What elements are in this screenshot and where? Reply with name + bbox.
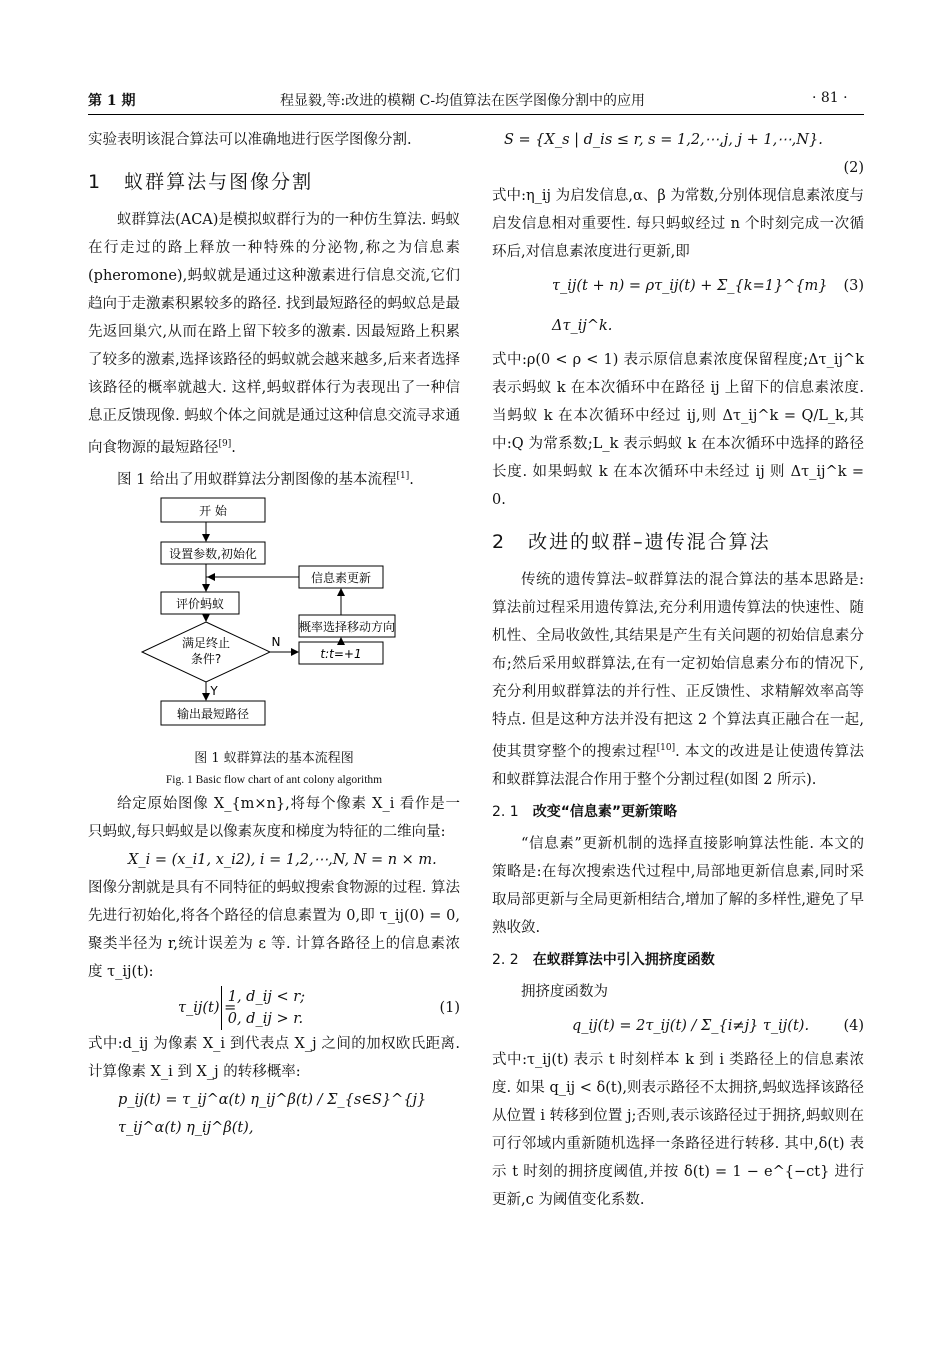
equation-text: X_i = (x_i1, x_i2), i = 1,2,⋯,N, N = n × m. (128, 851, 437, 868)
paragraph-end: . 本文的改进是让使遗传算法和蚁群算法混合作用于整个分割过程(如图 2 所示). (492, 743, 865, 788)
equation-number: (1) (439, 999, 460, 1016)
subsection-number: 2. 1 (492, 803, 519, 820)
section-2-heading (492, 528, 864, 556)
flow-yes-label: Y (210, 683, 218, 698)
subsection-2-2-heading (492, 946, 864, 974)
header-page-number: · 81 · (812, 90, 848, 106)
flow-decision-label-1: 满足终止 (181, 635, 231, 650)
equation-number: (3) (843, 278, 864, 294)
paragraph-end: . (409, 471, 414, 488)
subsection-title: 改变“信息素”更新策略 (532, 803, 678, 820)
paragraph-text: 图 1 给出了用蚁群算法分割图像的基本流程 (117, 471, 397, 488)
equation-p (88, 1086, 460, 1142)
paragraph: 给定原始图像 X_{m×n},将每个像素 X_i 看作是一只蚂蚁,每只蚂蚁是以像素灰度和梯度为特征的二维向量: (88, 795, 460, 840)
intro-text: 实验表明该混合算法可以准确地进行医学图像分割. (88, 132, 412, 148)
equation-text: q_ij(t) = 2τ_ij(t) / Σ_{i≠j} τ_ij(t). (572, 1017, 810, 1034)
left-column (88, 126, 460, 1142)
flow-start-label: 开 始 (199, 503, 227, 518)
paragraph-text: 蚁群算法(ACA)是模拟蚁群行为的一种仿生算法. 蚂蚁在行走过的路上释放一种特殊的分泌物,称之为信息素(pheromone),蚂蚁就是通过这种激素进行信息交流,它们趋向于走激素积累较多的路径. 找到最短路径的蚂蚁总是最先返回巢穴,从而在路上留下较多的激素. 因最短路上积累了较多的激素,选择该路径的蚂蚁就会越来越多,后来者选择该路径的概率就越大. 这样,蚂蚁群体行为表现出了一种信息正反馈现像. 蚂蚁个体之间就是通过这种信息交流寻求通向食物源的最短路径 (88, 212, 460, 456)
header-rule (88, 114, 864, 115)
subsection-number: 2. 2 (492, 951, 519, 968)
paragraph: 式中:d_ij 为像素 X_i 到代表点 X_j 之间的加权欧氏距离. 计算像素 X_i 到 X_j 的转移概率: (88, 1035, 460, 1080)
subsection-2-1-heading (492, 798, 864, 826)
equation-number: (4) (843, 1017, 864, 1034)
equation-lhs: τ_ij(t) = (178, 999, 237, 1016)
equation-case: 1, d_ij < r; (227, 988, 306, 1005)
figure-caption-en: Fig. 1 Basic flow chart of ant colony algorithm (165, 773, 383, 786)
equation-x (88, 846, 460, 874)
section-1-heading (88, 168, 460, 196)
section-title: 改进的蚁群–遗传混合算法 (528, 531, 771, 553)
right-column (492, 126, 864, 1214)
flow-evaluate-label: 评价蚂蚁 (175, 596, 225, 611)
paragraph (88, 206, 460, 462)
equation-cases (221, 986, 305, 1030)
paragraph: 式中:η_ij 为启发信息,α、β 为常数,分别体现信息素浓度与启发信息相对重要性. 每只蚂蚁经过 n 个时刻完成一次循环后,对信息素浓度进行更新,即 (492, 188, 864, 260)
equation-4 (492, 1006, 864, 1046)
paragraph: 式中:ρ(0 < ρ < 1) 表示原信息素浓度保留程度;Δτ_ij^k 表示蚂蚁 k 在本次循环中在路径 ij 上留下的信息素浓度. 当蚂蚁 k 在本次循环中经过 ij,则 Δτ_ij^k = Q/L_k,其中:Q 为常系数;L_k 表示蚂蚁 k 在本次循环中选择的路径长度. 如果蚂蚁 k 在本次循环中未经过 ij 则 Δτ_ij^k = 0. (492, 352, 864, 508)
equation-text: S = {X_s | d_is ≤ r, s = 1,2,⋯,j, j + 1,⋯,N}. (504, 132, 823, 148)
equation-text: τ_ij(t + n) = ρτ_ij(t) + Σ_{k=1}^{m} Δτ_ij^k. (552, 278, 828, 334)
paragraph-text: 传统的遗传算法–蚁群算法的混合算法的基本思路是:算法前过程采用遗传算法,充分利用遗传算法的快速性、随机性、全局收敛性,其结果是产生有关问题的初始信息素分布;然后采用蚁群算法,在有一定初始信息素分布的情况下,充分利用蚁群算法的并行性、正反馈性、求精解效率高等特点. 但是这种方法并没有把这 2 个算法真正融合在一起,使其贯穿整个的搜索过程 (492, 572, 864, 760)
flow-output-label: 输出最短路径 (176, 706, 250, 721)
equation-number: (2) (843, 160, 864, 176)
flow-move-label: 概率选择移动方向 (298, 619, 396, 634)
header-title: 程显毅,等:改进的模糊 C-均值算法在医学图像分割中的应用 (280, 93, 646, 109)
paragraph: 图像分割就是具有不同特征的蚂蚁搜索食物源的过程. 算法先进行初始化,将各个路径的信息素置为 0,即 τ_ij(0) = 0,聚类半径为 r,统计误差为 ε 等. 计算各路径上的信息素浓度 τ_ij(t): (88, 879, 460, 980)
flow-update-label: 信息素更新 (310, 570, 372, 585)
paragraph: “信息素”更新机制的选择直接影响算法性能. 本文的策略是:在每次搜索迭代过程中,局部地更新信息素,同时采取局部更新与全局更新相结合,增加了解的多样性,避免了早熟收敛. (492, 835, 864, 936)
paragraph-end: . (231, 439, 236, 456)
paragraph: 式中:τ_ij(t) 表示 t 时刻样本 k 到 i 类路径上的信息素浓度. 如果 q_ij < δ(t),则表示路径不太拥挤,蚂蚁选择该路径从位置 i 转移到位置 j;否则,表示该路径过于拥挤,蚂蚁则在可行邻域内重新随机选择一条路径进行转移. 其中,δ(t) 表示 t 时刻的拥挤度阈值,并按 δ(t) = 1 − e^{−ct} 进行更新,c 为阈值变化系数. (492, 1051, 864, 1208)
flow-no-label: N (271, 634, 281, 649)
equation-1 (88, 986, 460, 1030)
paragraph (492, 566, 864, 794)
paragraph (88, 462, 460, 494)
figure-caption-cn: 图 1 蚁群算法的基本流程图 (194, 750, 354, 766)
equation-3 (492, 266, 864, 346)
header-issue: 第 1 期 (88, 93, 136, 109)
section-number: 1 (88, 171, 103, 193)
equation-s (492, 126, 864, 154)
flowchart-figure (88, 494, 460, 744)
equation-case: 0, d_ij > r. (227, 1010, 304, 1027)
section-number: 2 (492, 531, 507, 553)
equation-text: p_ij(t) = τ_ij^α(t) η_ij^β(t) / Σ_{s∈S}^{j} τ_ij^α(t) η_ij^β(t), (118, 1091, 427, 1136)
subsection-title: 在蚁群算法中引入拥挤度函数 (532, 951, 715, 968)
citation: [9] (218, 439, 232, 449)
citation: [10] (656, 743, 676, 753)
flow-decision-label-2: 条件? (190, 651, 222, 666)
section-title: 蚁群算法与图像分割 (124, 171, 314, 193)
flow-init-label: 设置参数,初始化 (169, 546, 257, 561)
citation: [1] (396, 470, 410, 481)
flow-increment-label: t:t=+1 (320, 646, 362, 661)
paragraph: 拥挤度函数为 (521, 983, 608, 1000)
